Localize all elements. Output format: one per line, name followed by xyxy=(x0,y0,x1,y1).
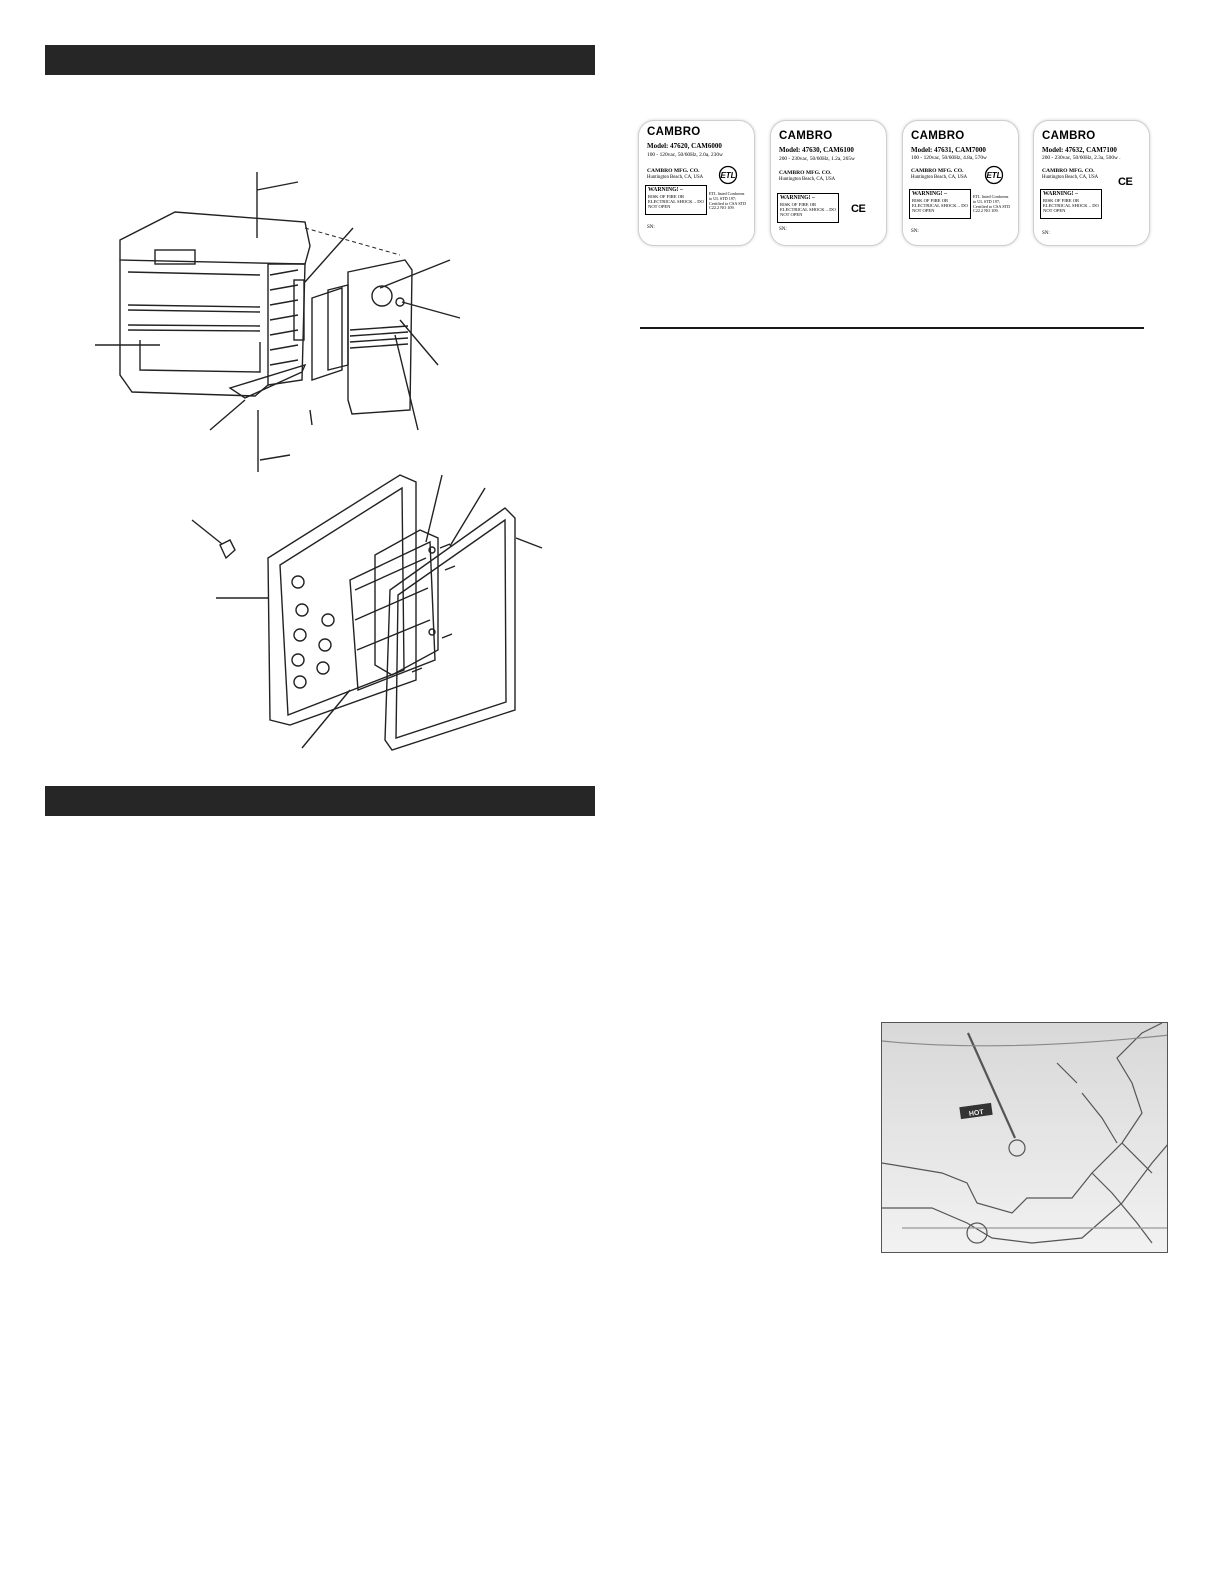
warning-body: RISK OF FIRE OR ELECTRICAL SHOCK – DO NOT OPEN xyxy=(780,201,836,217)
horizontal-rule xyxy=(640,327,1144,329)
section-header-bar-middle xyxy=(45,786,595,816)
nameplate-model: Model: 47620, CAM6000 xyxy=(647,142,722,150)
warning-title: WARNING! – xyxy=(1043,191,1078,197)
nameplate-model: Model: 47632, CAM7100 xyxy=(1042,146,1117,154)
nameplate-address: Huntington Beach, CA, USA xyxy=(647,175,704,180)
ce-mark-icon: CE xyxy=(1118,176,1133,188)
nameplate-brand: CAMBRO xyxy=(911,130,965,142)
nameplate-47631 xyxy=(902,120,1019,246)
certification-text: ETL listed Conforms to UL STD 197; Certified to CSA STD C22.2 NO 109. xyxy=(973,194,1011,214)
ce-mark-icon: CE xyxy=(851,203,866,215)
svg-text:ETL: ETL xyxy=(986,171,1002,180)
warning-box xyxy=(645,185,707,215)
serial-number-label: SN: xyxy=(1042,231,1050,236)
nameplate-spec: 100 - 120vac, 50/60Hz, 2.0a, 230w xyxy=(647,152,723,158)
warning-box xyxy=(1040,189,1102,219)
exploded-assembly-diagram xyxy=(80,160,480,480)
svg-text:ETL: ETL xyxy=(720,171,736,180)
nameplate-model: Model: 47631, CAM7000 xyxy=(911,146,986,154)
etl-mark-icon xyxy=(983,165,1005,185)
serial-number-label: SN: xyxy=(779,227,787,232)
nameplate-47632 xyxy=(1033,120,1150,246)
section-header-bar-top xyxy=(45,45,595,75)
certification-text: ETL listed Conforms to UL STD 197; Certified to CSA STD C22.2 NO 109. xyxy=(709,191,747,211)
nameplate-spec: 200 - 230vac, 50/60Hz, 2.3a, 500w . xyxy=(1042,155,1121,161)
warning-body: RISK OF FIRE OR ELECTRICAL SHOCK – DO NOT OPEN xyxy=(1043,197,1099,213)
nameplate-mfg: CAMBRO MFG. CO. xyxy=(779,170,832,176)
nameplate-mfg: CAMBRO MFG. CO. xyxy=(911,168,964,174)
heater-panel-diagram xyxy=(180,470,550,770)
nameplate-address: Huntington Beach, CA, USA xyxy=(911,175,968,180)
hot-sticker-label: HOT xyxy=(968,1108,985,1118)
nameplate-address: Huntington Beach, CA, USA xyxy=(1042,175,1099,180)
serial-number-label: SN: xyxy=(647,225,655,230)
warning-body: RISK OF FIRE OR ELECTRICAL SHOCK – DO NOT OPEN xyxy=(648,193,704,209)
nameplate-47620 xyxy=(638,120,755,246)
serial-number-label: SN: xyxy=(911,229,919,234)
nameplate-47630 xyxy=(770,120,887,246)
nameplate-brand: CAMBRO xyxy=(647,126,701,138)
warning-body: RISK OF FIRE OR ELECTRICAL SHOCK – DO NOT OPEN xyxy=(912,197,968,213)
nameplate-brand: CAMBRO xyxy=(779,130,833,142)
warning-box xyxy=(909,189,971,219)
warning-box xyxy=(777,193,839,223)
nameplate-mfg: CAMBRO MFG. CO. xyxy=(647,168,700,174)
interior-thermostat-photo xyxy=(881,1022,1168,1253)
nameplate-mfg: CAMBRO MFG. CO. xyxy=(1042,168,1095,174)
nameplate-address: Huntington Beach, CA, USA xyxy=(779,177,836,182)
warning-title: WARNING! – xyxy=(780,195,815,201)
nameplate-spec: 200 - 230vac, 50/60Hz, 1.2a, 265w xyxy=(779,156,855,162)
etl-mark-icon xyxy=(717,165,739,185)
nameplate-brand: CAMBRO xyxy=(1042,130,1096,142)
nameplate-spec: 100 - 120vac, 50/60Hz, 4.8a, 570w xyxy=(911,155,987,161)
nameplate-model: Model: 47630, CAM6100 xyxy=(779,146,854,154)
warning-title: WARNING! – xyxy=(912,191,947,197)
warning-title: WARNING! – xyxy=(648,187,683,193)
